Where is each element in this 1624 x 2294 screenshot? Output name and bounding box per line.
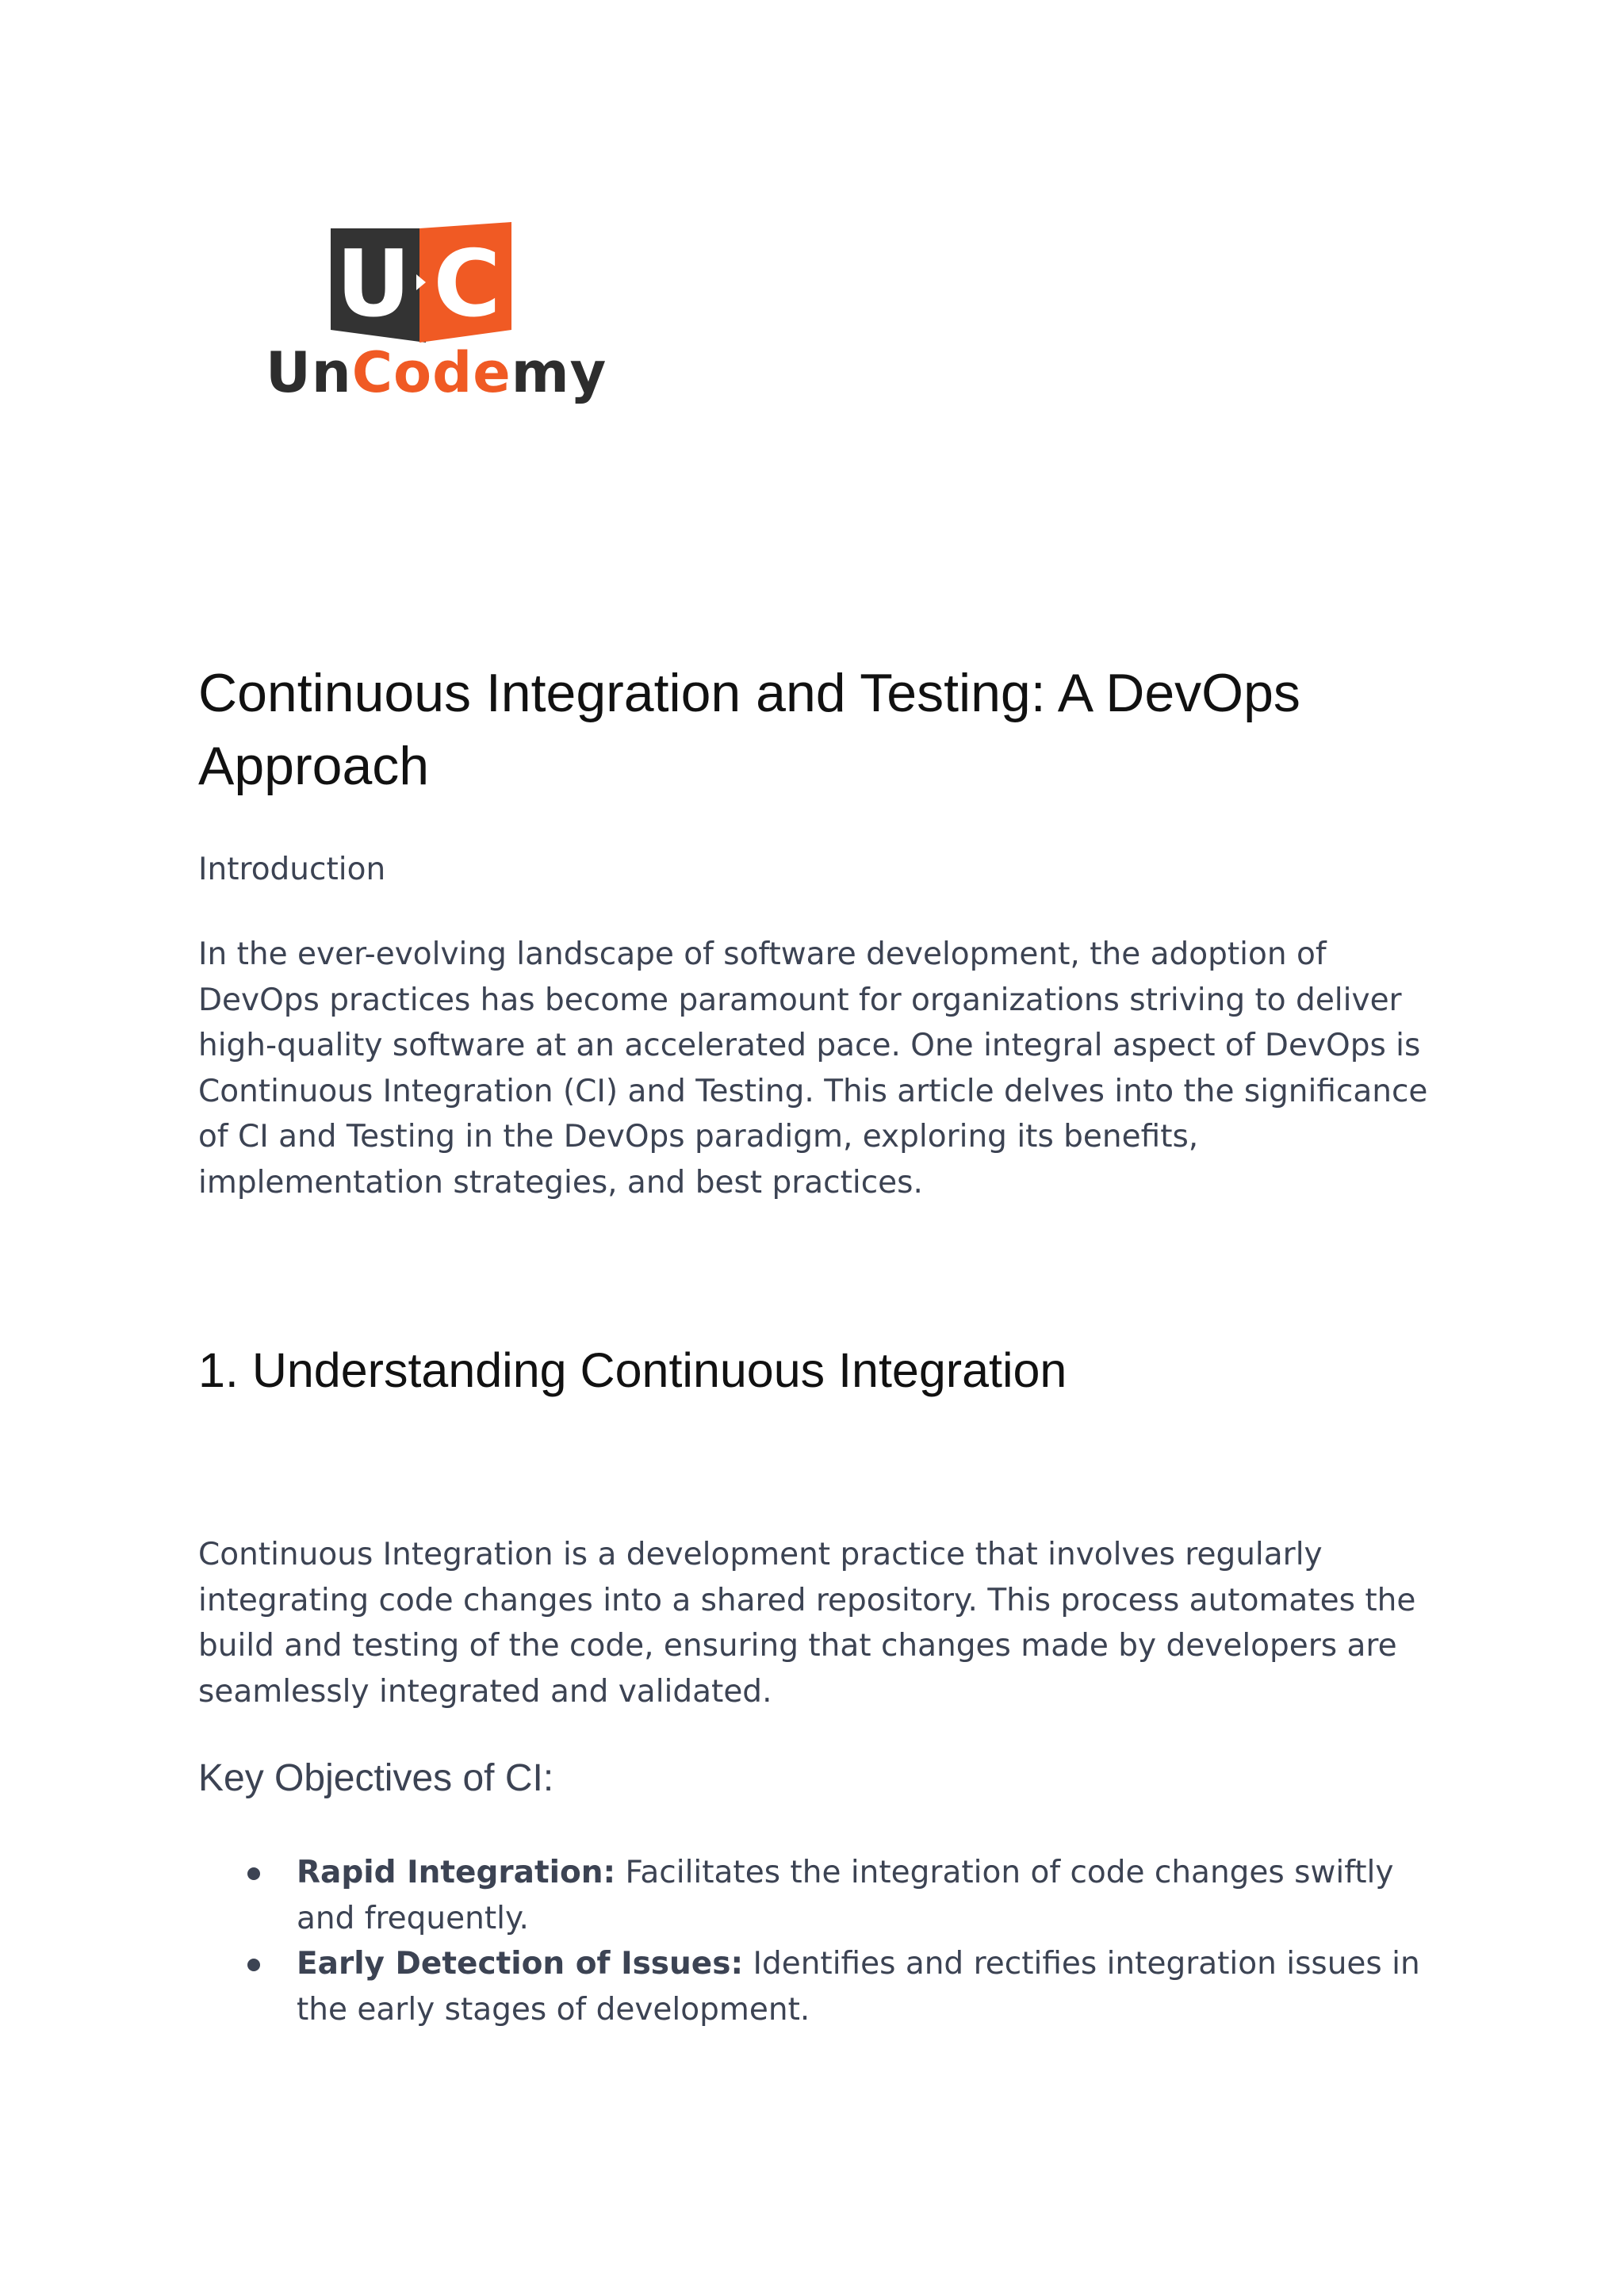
wordmark-part-my: my xyxy=(511,340,607,405)
section-heading: 1. Understanding Continuous Integration xyxy=(198,1343,1067,1397)
intro-label: Introduction xyxy=(198,852,386,887)
uc-logo-mark-icon xyxy=(327,222,515,343)
key-objectives-heading: Key Objectives of CI: xyxy=(198,1757,554,1799)
list-item xyxy=(198,1850,1443,1941)
bullet-term: Rapid Integration: xyxy=(297,1855,616,1890)
bullet-term: Early Detection of Issues: xyxy=(297,1946,744,1982)
logo-letter-u: U xyxy=(335,231,412,338)
bullet-icon xyxy=(247,1867,260,1880)
wordmark-part-code: Code xyxy=(351,340,511,405)
bullet-icon xyxy=(247,1959,260,1971)
key-objectives-list xyxy=(198,1850,1443,2032)
bullet-text: Facilitates the integration of code changes swiftly and frequently. xyxy=(297,1855,1394,1936)
document-title: Continuous Integration and Testing: A DevOps Approach xyxy=(198,663,1300,796)
section-paragraph: Continuous Integration is a development practice that involves regularly integrating code changes into a shared repository. This process automates the build and testing of the code, ensuring that changes made by developers are seamlessly integrated and validated. xyxy=(198,1537,1416,1710)
logo-wordmark xyxy=(266,340,607,405)
wordmark-part-un: Un xyxy=(266,340,352,405)
list-item xyxy=(198,1941,1443,2032)
intro-paragraph: In the ever-evolving landscape of software development, the adoption of DevOps practices has become paramount for organizations striving to deliver high-quality software at an accelerated pace. One integral aspect of DevOps is Continuous Integration (CI) and Testing. This article delves into the significance of CI and Testing in the DevOps paradigm, exploring its benefits, implementation strategies, and best practices. xyxy=(198,936,1428,1201)
logo-letter-c: C xyxy=(433,231,501,338)
bullet-text: Identifies and rectifies integration issues in the early stages of development. xyxy=(297,1946,1420,2028)
uncodemy-logo xyxy=(266,214,607,420)
